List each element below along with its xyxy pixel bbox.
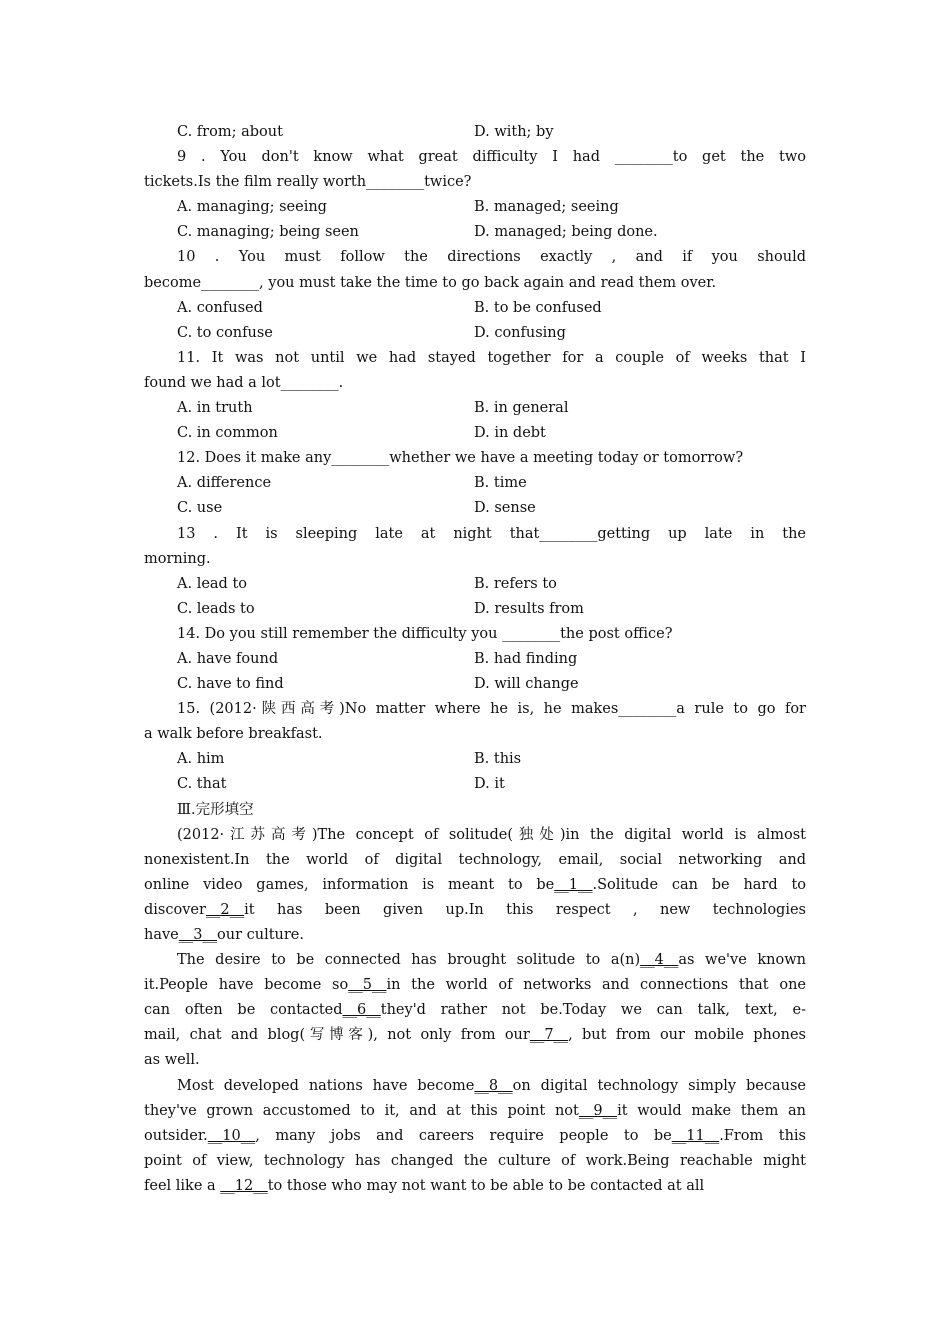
cloze-blank: __10__ bbox=[207, 1127, 256, 1144]
question-stem: 14. Do you still remember the difficulty you ________the post office? bbox=[177, 625, 673, 642]
answer-option: D. confusing bbox=[474, 324, 566, 341]
answer-option: C. have to find bbox=[177, 676, 284, 693]
answer-option: B. refers to bbox=[474, 575, 557, 592]
question-stem-continued: a walk before breakfast. bbox=[144, 726, 323, 743]
cloze-blank: __12__ bbox=[220, 1177, 268, 1194]
cloze-passage bbox=[144, 823, 806, 1199]
answer-option: C. that bbox=[177, 776, 227, 793]
passage-line: (2012·江苏高考)The concept of solitude(独处)in the digital world is almost bbox=[177, 826, 806, 843]
question-stem: 9 . You don't know what great difficulty I had ________to get the two bbox=[177, 149, 806, 166]
answer-option: C. to confuse bbox=[177, 324, 273, 341]
options-row bbox=[144, 195, 806, 220]
options-row bbox=[144, 396, 806, 421]
passage-line: nonexistent.In the world of digital technology, email, social networking and bbox=[144, 851, 806, 868]
cloze-blank: __3__ bbox=[178, 927, 217, 943]
answer-option: D. it bbox=[474, 776, 505, 793]
answer-option: A. have found bbox=[177, 650, 279, 667]
passage-line: discover__2__it has been given up.In this respect , new technologies bbox=[144, 901, 806, 918]
answer-option: B. time bbox=[474, 475, 527, 492]
answer-option: B. this bbox=[474, 751, 522, 768]
q8-options-row bbox=[144, 120, 806, 145]
answer-option: B. had finding bbox=[474, 650, 578, 667]
answer-option: D. in debt bbox=[474, 425, 546, 442]
passage-line: point of view, technology has changed the culture of work.Being reachable might bbox=[144, 1152, 806, 1169]
answer-option: B. in general bbox=[474, 400, 569, 417]
options-row bbox=[144, 772, 806, 797]
question-stem: 15. (2012·陕西高考)No matter where he is, he makes________a rule to go for bbox=[177, 701, 806, 718]
question-item bbox=[144, 145, 806, 245]
question-stem: 11. It was not until we had stayed together for a couple of weeks that I bbox=[177, 349, 806, 366]
passage-line: online video games, information is meant to be__1__.Solitude can be hard to bbox=[144, 876, 807, 893]
question-item bbox=[144, 245, 806, 345]
cloze-blank: __8__ bbox=[474, 1077, 513, 1094]
options-row bbox=[144, 672, 806, 697]
question-stem: 10 . You must follow the directions exactly , and if you should bbox=[177, 249, 806, 266]
answer-option: D. managed; being done. bbox=[474, 224, 658, 241]
answer-option: D. sense bbox=[474, 500, 536, 517]
question-stem: 13 . It is sleeping late at night that________getting up late in the bbox=[177, 525, 806, 542]
cloze-blank: __2__ bbox=[205, 901, 245, 918]
answer-option: C. managing; being seen bbox=[177, 224, 359, 241]
answer-option: A. difference bbox=[177, 475, 272, 492]
passage-line: mail, chat and blog(写博客), not only from our__7__, but from our mobile phones bbox=[144, 1027, 806, 1044]
answer-option: A. him bbox=[177, 751, 225, 768]
passage-line: can often be contacted__6__they'd rather not be.Today we can talk, text, e- bbox=[144, 1002, 807, 1019]
options-row bbox=[144, 296, 806, 321]
answer-option: D. will change bbox=[474, 676, 579, 693]
question-item bbox=[144, 522, 806, 622]
cloze-blank: __4__ bbox=[640, 952, 679, 969]
cloze-blank: __11__ bbox=[671, 1127, 720, 1144]
passage-paragraph bbox=[144, 823, 806, 948]
options-row bbox=[144, 421, 806, 446]
options-row bbox=[144, 572, 806, 597]
answer-option: B. managed; seeing bbox=[474, 199, 619, 216]
question-stem-continued: found we had a lot________. bbox=[144, 374, 344, 391]
cloze-blank: __6__ bbox=[342, 1002, 381, 1019]
answer-option: A. lead to bbox=[177, 575, 248, 592]
answer-option: C. in common bbox=[177, 425, 278, 442]
options-row bbox=[144, 496, 806, 521]
question-item bbox=[144, 697, 806, 797]
options-row bbox=[144, 747, 806, 772]
question-item bbox=[144, 622, 806, 697]
cloze-blank: __1__ bbox=[554, 876, 593, 893]
passage-line: feel like a __12__to those who may not want to be able to be contacted at all bbox=[144, 1177, 705, 1194]
question-stem: 12. Does it make any________whether we have a meeting today or tomorrow? bbox=[177, 450, 744, 467]
answer-option: A. confused bbox=[177, 299, 263, 316]
passage-line: as well. bbox=[144, 1052, 200, 1069]
document-page bbox=[144, 120, 806, 1199]
q8-option-c: C. from; about bbox=[177, 124, 283, 140]
passage-line: outsider.__10__, many jobs and careers require people to be__11__.From this bbox=[144, 1127, 806, 1144]
passage-line: it.People have become so__5__in the world of networks and connections that one bbox=[144, 977, 806, 994]
cloze-blank: __9__ bbox=[578, 1102, 618, 1119]
passage-line: The desire to be connected has brought solitude to a(n)__4__as we've known bbox=[177, 952, 806, 969]
options-row bbox=[144, 471, 806, 496]
passage-line: they've grown accustomed to it, and at this point not__9__it would make them an bbox=[144, 1102, 807, 1119]
question-item bbox=[144, 346, 806, 446]
passage-paragraph bbox=[144, 948, 806, 1073]
cloze-blank: __5__ bbox=[348, 977, 387, 994]
passage-line: Most developed nations have become__8__on digital technology simply because bbox=[177, 1077, 806, 1094]
options-row bbox=[144, 647, 806, 672]
section-title: Ⅲ.完形填空 bbox=[177, 801, 254, 818]
passage-paragraph bbox=[144, 1074, 806, 1199]
q8-option-d: D. with; by bbox=[474, 124, 554, 140]
answer-option: C. leads to bbox=[177, 600, 255, 617]
answer-option: A. managing; seeing bbox=[177, 199, 327, 216]
answer-option: A. in truth bbox=[177, 400, 253, 417]
cloze-blank: __7__ bbox=[529, 1027, 569, 1044]
question-stem-continued: become________, you must take the time to go back again and read them over. bbox=[144, 274, 717, 291]
options-row bbox=[144, 220, 806, 245]
passage-line: have__3__our culture. bbox=[144, 927, 304, 943]
question-list bbox=[144, 145, 806, 797]
answer-option: D. results from bbox=[474, 600, 584, 617]
answer-option: C. use bbox=[177, 500, 223, 517]
options-row bbox=[144, 597, 806, 622]
question-stem-continued: morning. bbox=[144, 550, 211, 567]
question-stem-continued: tickets.Is the film really worth________twice? bbox=[144, 174, 472, 191]
question-item bbox=[144, 446, 806, 521]
answer-option: B. to be confused bbox=[474, 299, 602, 316]
options-row bbox=[144, 321, 806, 346]
